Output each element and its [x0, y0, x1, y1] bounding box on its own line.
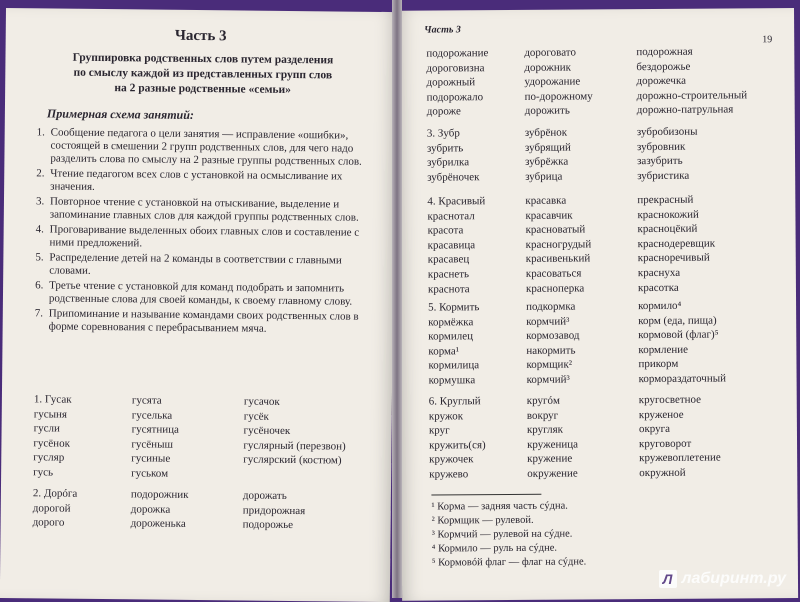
word-group-2-continued — [426, 44, 777, 119]
word-cell: дороженька — [130, 517, 186, 531]
word-cell: кормщик² — [526, 358, 573, 372]
word-cell: окружной — [639, 466, 686, 480]
word-row — [429, 371, 779, 388]
step-item — [35, 279, 375, 309]
word-cell: краснодеревщик — [637, 237, 716, 250]
word-cell: прекрасный — [637, 193, 694, 207]
word-group-1 — [33, 392, 384, 483]
word-cell: корма¹ — [428, 345, 460, 358]
word-cell: подкормка — [526, 300, 576, 313]
word-cell: красноречивый — [637, 251, 710, 265]
footnote-rule — [431, 494, 541, 496]
word-cell: гусли — [33, 422, 60, 435]
word-cell: зубрёжка — [525, 155, 569, 169]
word-row — [428, 280, 778, 297]
word-cell: зубрящий — [524, 141, 571, 154]
steps-list — [35, 126, 377, 339]
word-cell: дорожка — [130, 502, 171, 516]
footnote: ¹ Корма — задняя часть сýдна. — [431, 500, 568, 513]
word-cell: вокруг — [526, 409, 559, 422]
word-cell: гуслярский (костюм) — [243, 453, 342, 467]
word-cell: кругляк — [526, 423, 564, 437]
word-cell: красавица — [427, 239, 476, 252]
word-cell: кормозавод — [526, 329, 580, 343]
page-number: 19 — [762, 34, 773, 46]
word-cell: гуселька — [131, 408, 173, 422]
step-text: Припоминание и называние командами своих родственных слов в форме соревнования с перебрасыванием мяча. — [48, 307, 359, 335]
step-text: Проговаривание выделенных обоих главных слов и составление с ними предложений. — [49, 223, 360, 250]
word-cell: красавец — [427, 253, 470, 266]
word-cell: кормовой (флаг)⁵ — [638, 328, 719, 342]
word-cell: кормораздаточный — [638, 372, 727, 386]
word-cell: краснотал — [427, 209, 475, 223]
word-cell: красоваться — [525, 267, 582, 280]
step-text: Повторное чтение с установкой на отыскивание, выделение и запоминание главных слов для каждой группы родственных слов. — [49, 195, 359, 224]
word-cell: 3. Зубр — [426, 127, 460, 140]
word-cell: дорогой — [32, 501, 71, 515]
step-item — [36, 167, 376, 197]
word-cell: подорожник — [130, 488, 189, 501]
word-cell: круженое — [638, 408, 684, 421]
footnote: ² Кормщик — рулевой. — [431, 514, 534, 527]
step-text: Распределение детей на 2 команды в соответствии с главными словами. — [49, 251, 342, 277]
word-cell: 6. Круглый — [428, 395, 481, 408]
word-cell: кормёжка — [428, 315, 474, 329]
word-cell: красота — [427, 224, 464, 237]
word-cell: 5. Кормить — [428, 301, 480, 314]
word-cell: зубровник — [636, 140, 686, 153]
step-number: 5. — [35, 251, 44, 264]
word-cell: красивенький — [525, 252, 591, 266]
step-item — [36, 195, 376, 225]
word-cell: 4. Красивый — [427, 195, 486, 208]
word-cell: дорожить — [524, 104, 570, 118]
word-cell: красавчик — [525, 209, 573, 222]
word-cell: зубрить — [426, 141, 464, 155]
word-cell: по-дорожному — [524, 90, 593, 103]
word-cell: красноперка — [525, 282, 585, 295]
word-cell: кружить(ся) — [429, 438, 486, 452]
word-cell: краснота — [427, 282, 470, 296]
word-cell: кругóм — [526, 394, 560, 407]
word-cell — [243, 467, 383, 483]
section-subtitle: Группировка родственных слов путем разделения по смыслу каждой из представленных групп слов на 2 разные родственные «семьи» — [72, 51, 334, 96]
word-cell: подорожье — [242, 518, 294, 532]
word-cell: краснеть — [427, 268, 470, 281]
word-group-6 — [429, 392, 780, 482]
labirint-logo-icon: Л — [659, 570, 677, 588]
word-cell: дорожать — [242, 489, 287, 502]
word-group-4 — [427, 192, 778, 297]
word-cell: корм (еда, пища) — [638, 314, 717, 327]
word-cell: зубрица — [525, 170, 563, 183]
step-text: Третье чтение с установкой для команд подобрать и запомнить родственные слова для своей команды, к своему главному слову. — [48, 279, 353, 308]
word-cell: краснуха — [637, 266, 681, 280]
word-cell: дорожно-патрульная — [636, 103, 734, 117]
word-cell: кормило⁴ — [638, 299, 682, 313]
word-cell: круженица — [527, 438, 579, 451]
watermark-text: лабиринт.ру — [681, 570, 786, 587]
step-text: Сообщение педагога о цели занятия — исправление «ошибки», состоящей в смешении 2 групп родственных слов, для чего надо разделить слова по смыслу на 2 разные группы родственных слов. — [50, 126, 362, 168]
word-cell: краснокожий — [637, 208, 699, 221]
word-cell: удорожание — [524, 75, 581, 89]
word-row — [427, 102, 777, 119]
word-cell: подорожало — [426, 90, 484, 104]
word-cell: кормчий³ — [526, 373, 570, 386]
word-group-2 — [33, 486, 383, 533]
word-cell: зубрёнок — [524, 126, 568, 139]
word-cell: гусачок — [243, 395, 280, 408]
word-cell: дорожный — [426, 76, 476, 89]
word-cell: гусёночек — [243, 424, 291, 438]
word-cell: округа — [638, 423, 671, 436]
step-number: 1. — [36, 126, 46, 139]
word-cell: дороговато — [524, 46, 577, 59]
word-cell: зазубрить — [637, 154, 683, 168]
scheme-label: Примерная схема занятий: — [46, 106, 194, 122]
word-cell: дороговизна — [426, 61, 485, 75]
word-cell: кормчий³ — [526, 315, 570, 328]
word-cell: круговорот — [638, 437, 692, 450]
word-cell: гусыня — [33, 407, 68, 421]
word-row — [429, 465, 779, 482]
word-cell: прикорм — [638, 358, 679, 371]
word-group-3 — [427, 124, 777, 185]
word-cell: подорожная — [636, 45, 693, 59]
book-gutter — [392, 0, 402, 598]
word-cell: зубрилка — [427, 156, 470, 169]
step-item — [35, 251, 375, 281]
word-cell: дорожно-строительный — [636, 89, 748, 102]
word-cell: красноцёкий — [637, 222, 698, 236]
footnotes — [431, 499, 586, 570]
step-text: Чтение педагогом всех слов с установкой на осмысливание их значения. — [50, 167, 343, 193]
step-number: 3. — [35, 195, 45, 208]
word-cell: кружение — [527, 452, 573, 466]
word-row — [427, 168, 777, 185]
step-number: 4. — [35, 223, 44, 236]
word-cell: красногрудый — [525, 238, 592, 251]
word-cell: круг — [428, 424, 450, 437]
word-cell: гусиные — [131, 452, 171, 466]
word-cell: 1. Гусак — [33, 393, 72, 406]
word-cell: кормление — [638, 343, 689, 356]
word-cell: бездорожье — [636, 60, 691, 73]
word-group-5 — [428, 298, 779, 388]
step-item — [35, 307, 375, 337]
word-cell: дорожечка — [636, 74, 687, 88]
right-page — [398, 8, 798, 601]
word-cell: гуськом — [131, 467, 169, 480]
part-title: Часть 3 — [174, 27, 227, 45]
word-cell: гусятница — [131, 423, 179, 437]
word-cell: дороже — [426, 105, 461, 118]
word-cell: 2. Дорóга — [32, 487, 78, 500]
word-cell: кругосветное — [638, 393, 702, 407]
word-cell: красавка — [525, 194, 567, 207]
word-cell: гусляр — [33, 451, 65, 465]
word-cell: красотка — [637, 281, 679, 294]
word-cell: гусёныш — [131, 438, 174, 451]
word-cell: придорожная — [242, 504, 306, 517]
step-number: 6. — [35, 279, 44, 292]
word-cell: накормить — [526, 344, 576, 357]
word-row — [33, 465, 383, 483]
word-cell: гусь — [33, 466, 54, 479]
word-cell: кружево — [429, 468, 469, 481]
word-cell: зубристика — [637, 169, 690, 182]
word-cell: дорого — [32, 516, 65, 529]
word-cell: дорожник — [524, 61, 571, 74]
word-cell: кружевоплетение — [639, 451, 721, 465]
word-cell: гусёк — [243, 410, 269, 423]
word-cell: кормушка — [428, 374, 476, 387]
footnote: ⁴ Кормило — руль на сýдне. — [431, 542, 558, 555]
word-cell: красноватый — [525, 223, 586, 237]
word-cell: окружение — [527, 467, 578, 480]
word-cell: гусята — [131, 394, 162, 407]
word-row — [33, 515, 383, 533]
step-number: 7. — [34, 307, 44, 320]
word-cell: зубробизоны — [636, 125, 698, 139]
word-cell: кормилец — [428, 330, 474, 343]
word-cell: гусёнок — [33, 437, 71, 450]
word-cell: кормилица — [428, 359, 480, 372]
labirint-watermark — [659, 570, 786, 588]
left-page — [0, 8, 396, 602]
step-number: 2. — [36, 167, 45, 180]
word-cell: зубрёночек — [427, 170, 480, 184]
word-cell: кружочек — [429, 453, 474, 466]
footnote: ³ Кормчий — рулевой на сýдне. — [431, 528, 573, 541]
step-item — [36, 126, 376, 169]
running-header: Часть 3 — [424, 24, 461, 36]
word-cell: подорожание — [426, 47, 489, 60]
footnote: ⁵ Кормовóй флаг — флаг на сýдне. — [431, 556, 587, 569]
word-cell: кружок — [428, 409, 464, 423]
step-item — [35, 223, 375, 253]
word-cell: гуслярный (перезвон) — [243, 439, 346, 453]
